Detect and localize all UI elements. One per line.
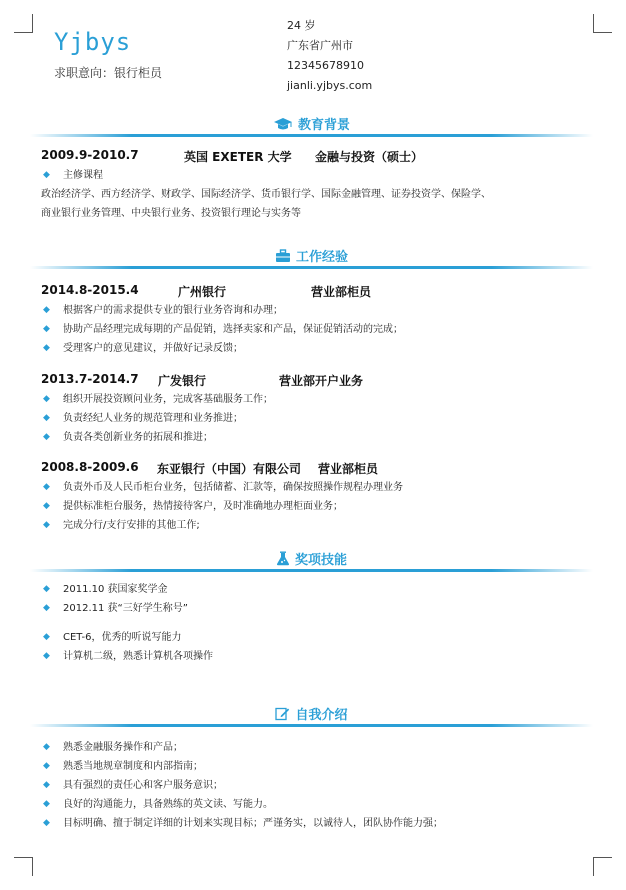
- entry-position: 营业部开户业务: [279, 374, 364, 388]
- entry-period: 2009.9-2010.7: [41, 148, 139, 162]
- diamond-bullet-icon: ◆: [43, 761, 50, 771]
- list-item: ◆ 目标明确、擅于制定详细的计划来实现目标；严谨务实，以诚待人，团队协作能力强；: [41, 814, 443, 833]
- entry-period: 2008.8-2009.6: [41, 460, 139, 474]
- list-item: ◆ 主修课程: [41, 166, 103, 185]
- entry-position: 营业部柜员: [311, 285, 372, 299]
- diamond-bullet-icon: ◆: [43, 170, 50, 180]
- list-item: ◆ 计算机二级，熟悉计算机各项操作: [41, 647, 213, 666]
- job-intent: 求职意向：银行柜员: [54, 66, 163, 80]
- diamond-bullet-icon: ◆: [43, 584, 50, 594]
- diamond-bullet-icon: ◆: [43, 520, 50, 530]
- list-item: ◆ 熟悉金融服务操作和产品；: [41, 738, 443, 757]
- list-item: ◆ 具有强烈的责任心和客户服务意识；: [41, 776, 443, 795]
- entry-position: 营业部柜员: [318, 462, 379, 476]
- entry-school: 英国 EXETER 大学: [184, 150, 292, 164]
- list-item: ◆ 负责外币及人民币柜台业务，包括储蓄、汇款等，确保按照操作规程办理业务: [41, 478, 403, 497]
- courses-list: [41, 166, 103, 185]
- duties-list: [41, 390, 273, 447]
- diamond-bullet-icon: ◆: [43, 799, 50, 809]
- crop-mark-bottom-right: [593, 857, 612, 876]
- diamond-bullet-icon: ◆: [43, 651, 50, 661]
- diamond-bullet-icon: ◆: [43, 394, 50, 404]
- diamond-bullet-icon: ◆: [43, 343, 50, 353]
- entry-major: 金融与投资（硕士）: [315, 150, 424, 164]
- list-item: ◆ 熟悉当地规章制度和内部指南；: [41, 757, 443, 776]
- diamond-bullet-icon: ◆: [43, 632, 50, 642]
- email[interactable]: jianli.yjbys.com: [287, 79, 373, 92]
- list-item: ◆ 完成分行/支行安排的其他工作;: [41, 516, 403, 535]
- entry-period: 2014.8-2015.4: [41, 283, 139, 297]
- duties-list: [41, 301, 403, 358]
- list-item: ◆ 2012.11 获“三好学生称号”: [41, 599, 188, 618]
- diamond-bullet-icon: ◆: [43, 432, 50, 442]
- location: 广东省广州市: [287, 39, 353, 52]
- list-item: ◆ CET-6，优秀的听说写能力: [41, 628, 213, 647]
- section-divider: [30, 724, 593, 727]
- list-item: ◆ 受理客户的意见建议，并做好记录反馈；: [41, 339, 403, 358]
- edit-icon: [275, 706, 290, 725]
- section-divider: [30, 266, 593, 269]
- diamond-bullet-icon: ◆: [43, 780, 50, 790]
- age: 24 岁: [287, 19, 316, 32]
- list-item: ◆ 2011.10 获国家奖学金: [41, 580, 188, 599]
- section-education: [30, 114, 593, 138]
- diamond-bullet-icon: ◆: [43, 482, 50, 492]
- awards-list: [41, 580, 188, 618]
- section-divider: [30, 569, 593, 572]
- skills-list: [41, 628, 213, 666]
- list-item: ◆ 协助产品经理完成每期的产品促销，选择卖家和产品，保证促销活动的完成；: [41, 320, 403, 339]
- phone: 12345678910: [287, 59, 364, 72]
- list-item: ◆ 组织开展投资顾问业务，完成客基础服务工作；: [41, 390, 273, 409]
- courses-line: 政治经济学、西方经济学、财政学、国际经济学、货币银行学、国际金融管理、证券投资学、保险学、: [41, 189, 491, 200]
- entry-company: 东亚银行（中国）有限公司: [157, 462, 302, 476]
- section-title: 工作经验: [295, 250, 348, 265]
- list-item: ◆ 根据客户的需求提供专业的银行业务咨询和办理；: [41, 301, 403, 320]
- list-item: ◆ 负责经纪人业务的规范管理和业务推进；: [41, 409, 273, 428]
- section-work: [30, 246, 593, 270]
- flask-icon: [276, 551, 290, 570]
- duties-list: [41, 478, 403, 535]
- section-title: 奖项技能: [294, 553, 347, 568]
- section-title: 教育背景: [297, 118, 350, 133]
- list-item: ◆ 良好的沟通能力，具备熟练的英文读、写能力。: [41, 795, 443, 814]
- contact-info: [287, 16, 372, 96]
- crop-mark-top-left: [14, 14, 33, 33]
- section-awards: [30, 549, 593, 573]
- diamond-bullet-icon: ◆: [43, 742, 50, 752]
- diamond-bullet-icon: ◆: [43, 818, 50, 828]
- diamond-bullet-icon: ◆: [43, 413, 50, 423]
- diamond-bullet-icon: ◆: [43, 305, 50, 315]
- entry-company: 广发银行: [158, 374, 207, 388]
- graduation-cap-icon: [273, 117, 293, 135]
- diamond-bullet-icon: ◆: [43, 324, 50, 334]
- list-item: ◆ 提供标准柜台服务，热情接待客户，及时准确地办理柜面业务；: [41, 497, 403, 516]
- courses-line: 商业银行业务管理、中央银行业务、投资银行理论与实务等: [41, 208, 301, 219]
- crop-mark-top-right: [593, 14, 612, 33]
- entry-period: 2013.7-2014.7: [41, 372, 139, 386]
- intro-list: [41, 738, 443, 833]
- section-intro: [30, 704, 593, 728]
- list-item: ◆ 负责各类创新业务的拓展和推进；: [41, 428, 273, 447]
- entry-company: 广州银行: [178, 285, 227, 299]
- section-divider: [30, 134, 593, 137]
- candidate-name: Yjbys: [54, 28, 132, 56]
- diamond-bullet-icon: ◆: [43, 501, 50, 511]
- diamond-bullet-icon: ◆: [43, 603, 50, 613]
- section-title: 自我介绍: [295, 708, 348, 723]
- crop-mark-bottom-left: [14, 857, 33, 876]
- briefcase-icon: [275, 249, 291, 267]
